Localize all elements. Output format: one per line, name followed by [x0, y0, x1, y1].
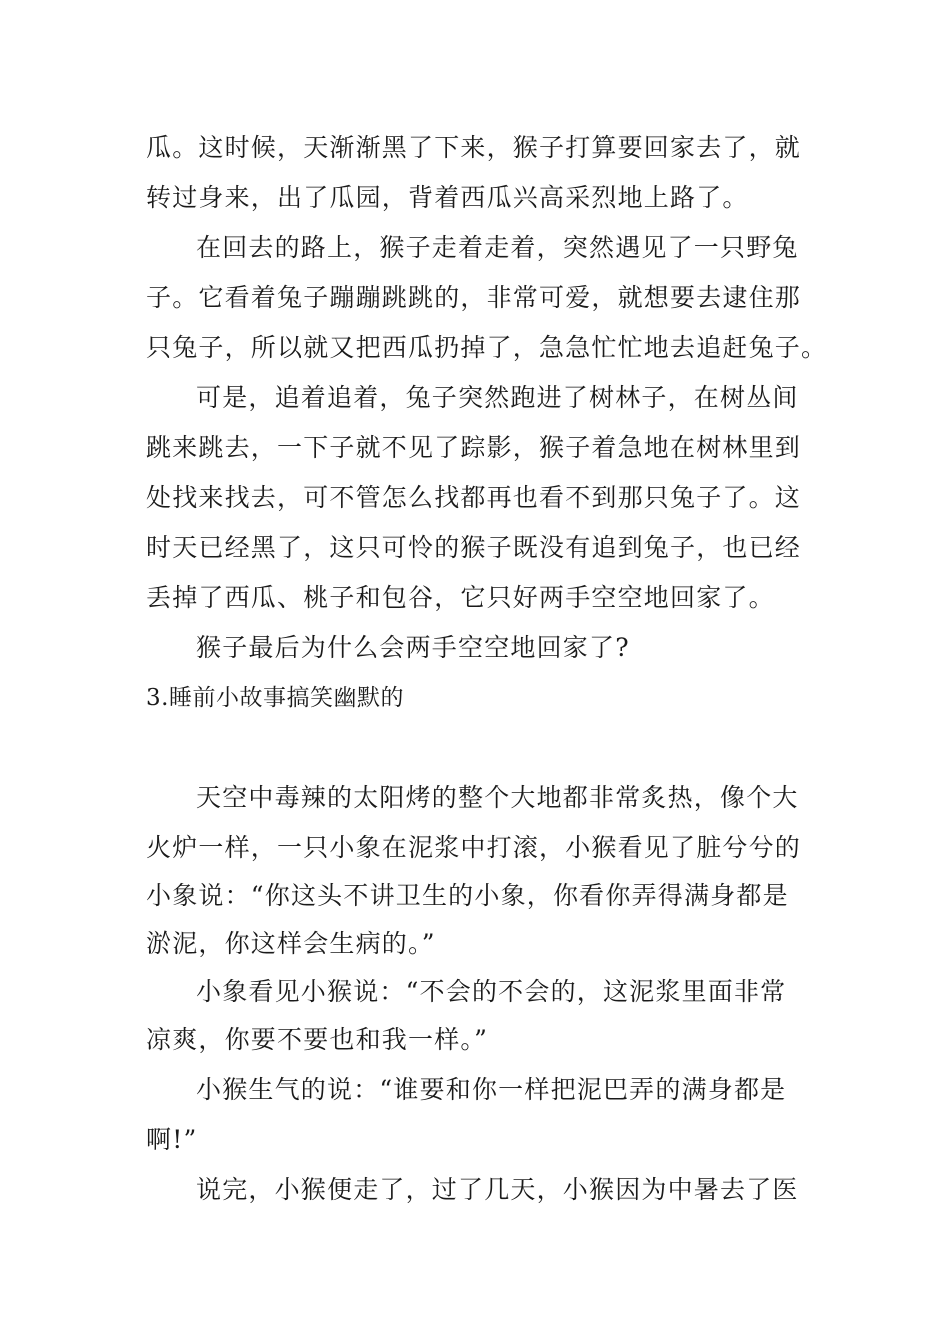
section-heading: 3.睡前小故事搞笑幽默的 [146, 685, 404, 711]
text-line: 丢掉了西瓜、桃子和包谷，它只好两手空空地回家了。 [146, 583, 775, 612]
text-line: 处找来找去，可不管怎么找都再也看不到那只兔子了。这 [146, 483, 802, 512]
text-line: 火炉一样，一只小象在泥浆中打滚，小猴看见了脏兮兮的 [146, 833, 802, 862]
text-line: 淤泥，你这样会生病的。” [146, 929, 436, 958]
text-line: 凉爽，你要不要也和我一样。” [146, 1025, 489, 1054]
text-line: 子。它看着兔子蹦蹦跳跳的，非常可爱，就想要去逮住那 [146, 283, 802, 312]
text-line: 跳来跳去，一下子就不见了踪影，猴子着急地在树林里到 [146, 433, 802, 462]
text-line: 转过身来，出了瓜园，背着西瓜兴高采烈地上路了。 [146, 183, 749, 212]
question-line: 猴子最后为什么会两手空空地回家了? [196, 633, 630, 662]
paragraph-start-line: 可是，追着追着，兔子突然跑进了树林子，在树丛间 [196, 383, 799, 412]
paragraph-start-line: 小象看见小猴说：“不会的不会的，这泥浆里面非常 [196, 977, 787, 1006]
paragraph-start-line: 天空中毒辣的太阳烤的整个大地都非常炙热，像个大 [196, 783, 799, 812]
paragraph-start-line: 小猴生气的说：“谁要和你一样把泥巴弄的满身都是 [196, 1075, 787, 1104]
text-line: 啊!” [146, 1125, 198, 1154]
text-line: 瓜。这时候，天渐渐黑了下来，猴子打算要回家去了，就 [146, 133, 802, 162]
paragraph-start-line: 说完，小猴便走了，过了几天，小猴因为中暑去了医 [196, 1175, 799, 1204]
text-line: 只兔子，所以就又把西瓜扔掉了，急急忙忙地去追赶兔子。 [146, 333, 828, 362]
text-line: 小象说：“你这头不讲卫生的小象，你看你弄得满身都是 [146, 881, 789, 910]
paragraph-start-line: 在回去的路上，猴子走着走着，突然遇见了一只野兔 [196, 233, 799, 262]
text-line: 时天已经黑了，这只可怜的猴子既没有追到兔子，也已经 [146, 533, 802, 562]
